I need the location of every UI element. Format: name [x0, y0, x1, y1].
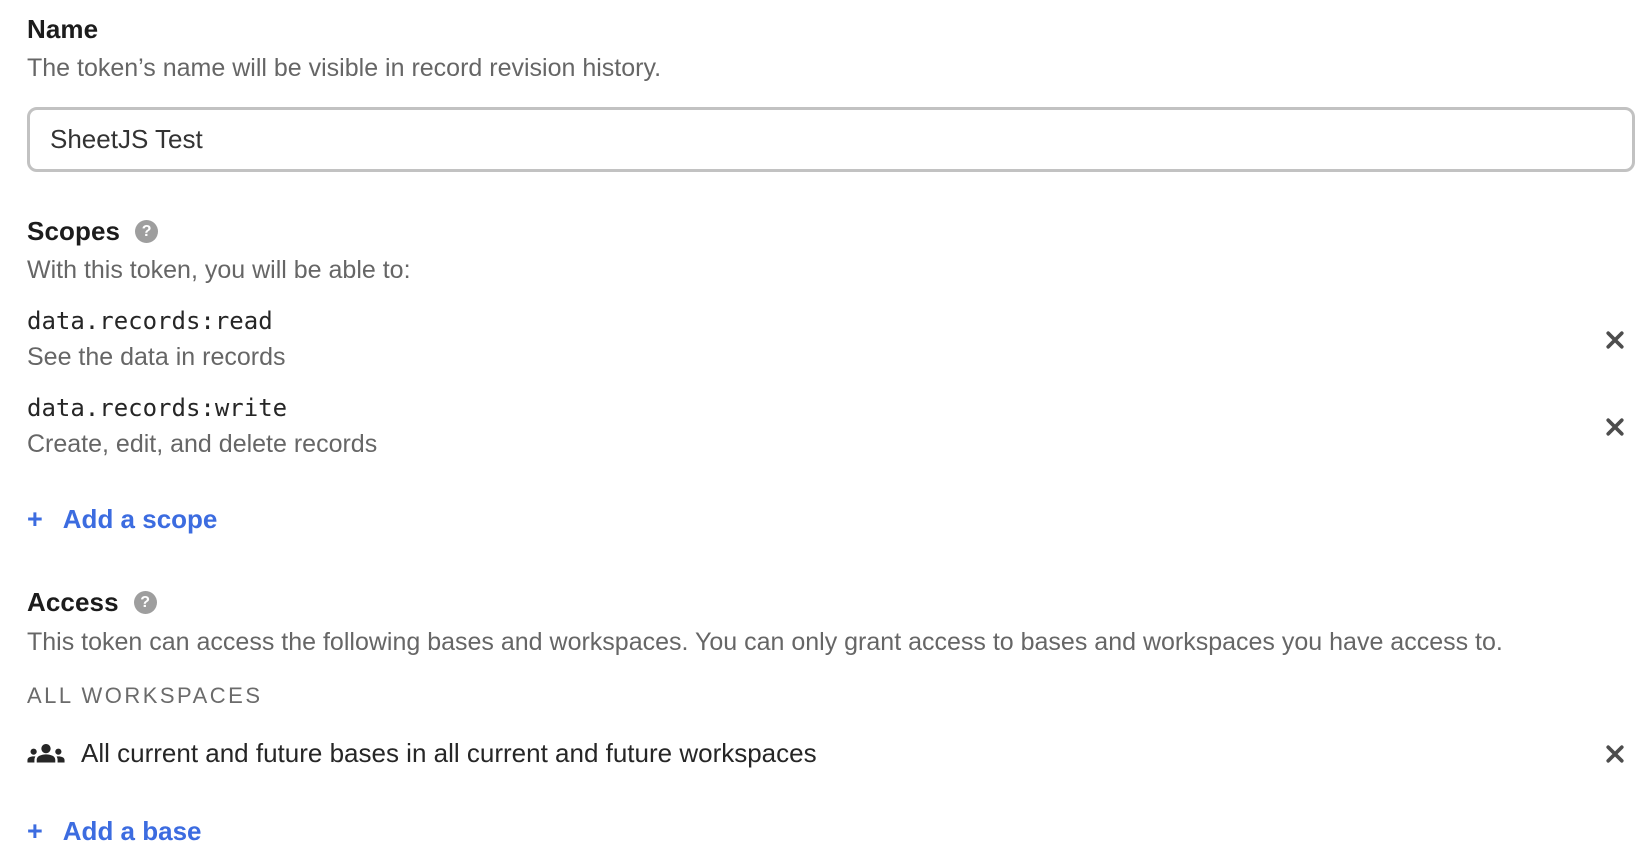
close-icon	[1605, 744, 1625, 764]
workspace-access-info	[27, 737, 1601, 771]
scope-description: Create, edit, and delete records	[27, 429, 378, 458]
scopes-title-row	[27, 216, 1635, 247]
workspace-group-label: ALL WORKSPACES	[27, 682, 263, 708]
plus-icon: +	[27, 815, 43, 846]
close-icon	[1605, 417, 1625, 437]
access-title-row	[27, 587, 1635, 618]
remove-scope-write-button[interactable]	[1601, 413, 1629, 441]
plus-icon: +	[27, 503, 43, 534]
workspace-access-label: All current and future bases in all current and future workspaces	[81, 738, 817, 769]
scope-text	[27, 307, 286, 372]
scope-code: data.records:read	[27, 307, 273, 336]
scope-text	[27, 394, 377, 459]
scope-description: See the data in records	[27, 343, 286, 372]
workspace-access-row	[27, 737, 1635, 771]
scope-row-data-records-write	[27, 394, 1635, 459]
name-section-title: Name	[27, 14, 99, 44]
add-base-button[interactable]	[27, 815, 202, 847]
access-section-description: This token can access the following bases and workspaces. You can only grant access to bases and workspaces you have access to.	[27, 627, 1503, 656]
scopes-section-title: Scopes	[27, 216, 121, 247]
scope-row-data-records-read	[27, 307, 1635, 372]
add-scope-label: Add a scope	[62, 503, 218, 534]
scopes-intro: With this token, you will be able to:	[27, 256, 411, 285]
scopes-section	[27, 216, 1635, 535]
scope-code: data.records:write	[27, 394, 288, 423]
add-base-label: Add a base	[62, 815, 202, 846]
access-section	[27, 587, 1635, 847]
remove-scope-read-button[interactable]	[1601, 326, 1629, 354]
add-scope-button[interactable]	[27, 503, 217, 535]
remove-workspace-access-button[interactable]	[1601, 740, 1629, 768]
people-group-icon	[27, 737, 65, 771]
name-section	[27, 14, 1635, 172]
access-section-title: Access	[27, 587, 119, 618]
scopes-help-icon[interactable]: ?	[135, 220, 158, 243]
close-icon	[1605, 330, 1625, 350]
name-section-description: The token’s name will be visible in record revision history.	[27, 54, 662, 83]
token-name-input[interactable]	[27, 107, 1635, 172]
access-help-icon[interactable]: ?	[134, 591, 157, 614]
